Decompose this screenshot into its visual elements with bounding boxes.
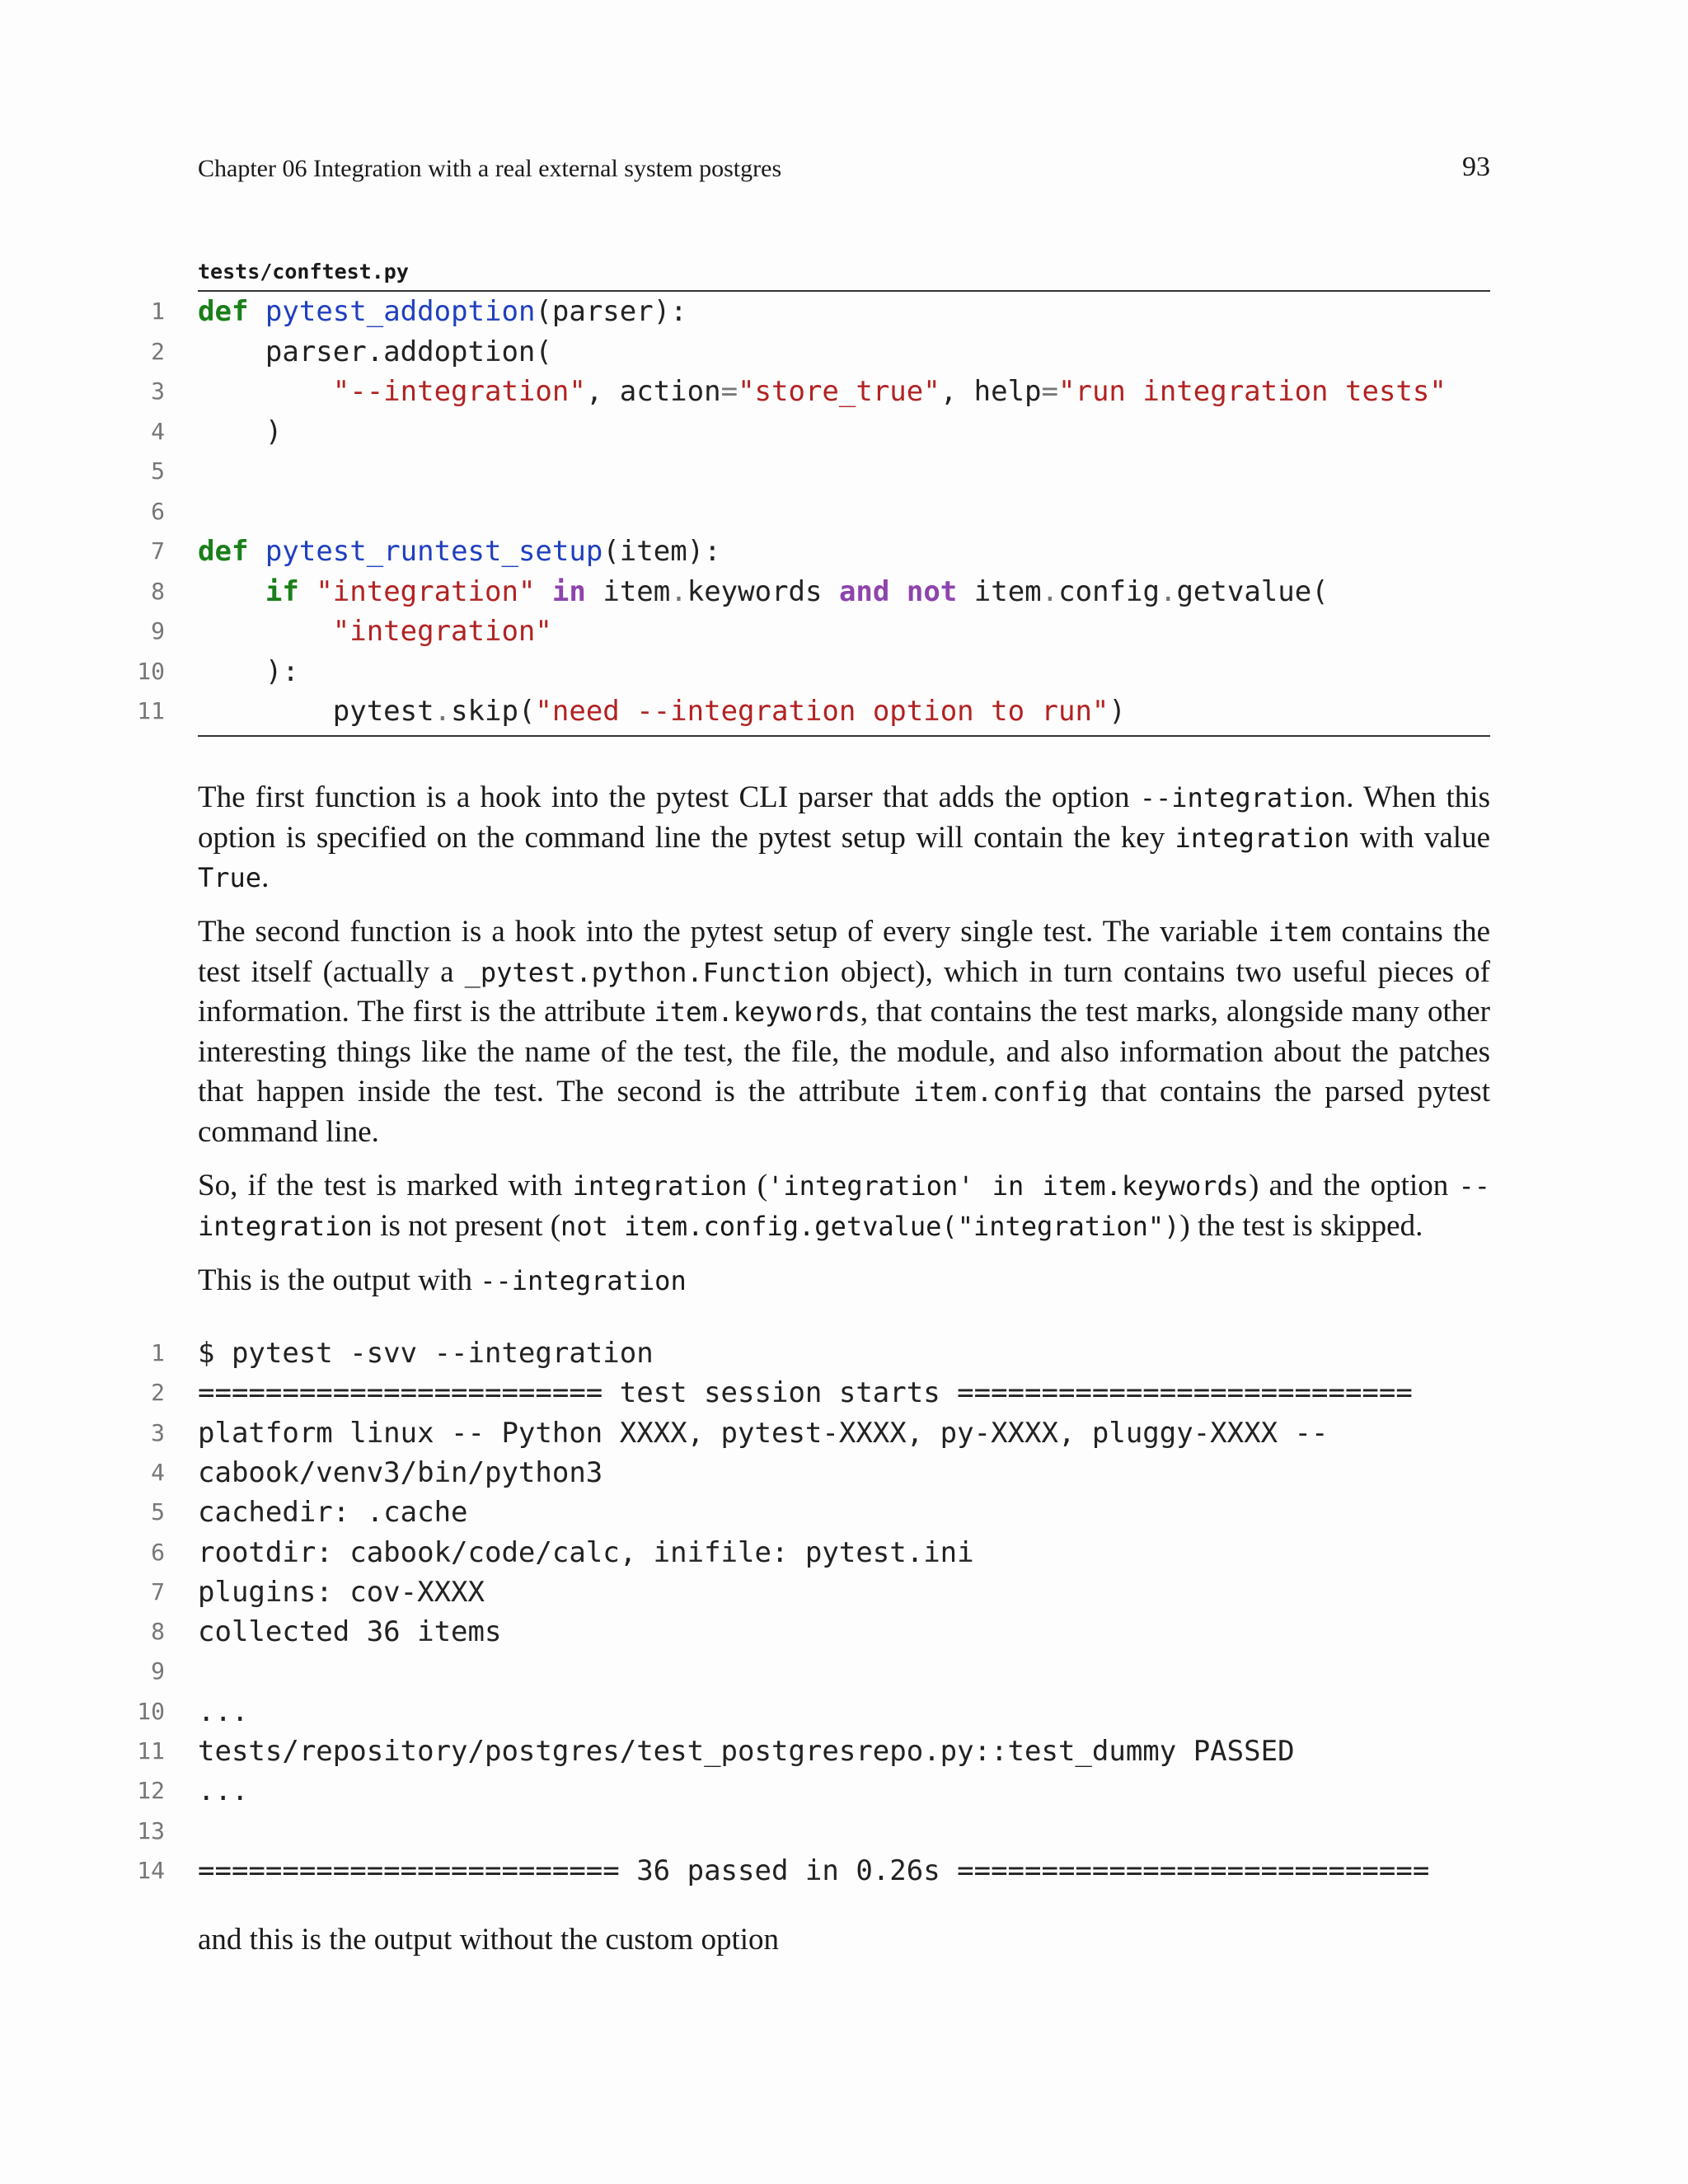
paragraph-first-function: The first function is a hook into the pytest CLI parser that adds the option --integration. When this option is specified on the command line the pytest setup will contain the key integration with value True. — [198, 780, 1490, 894]
closing-paragraph: and this is the output without the custom option — [198, 1923, 780, 1957]
code-text: def pytest_addoption(parser): — [198, 295, 687, 328]
line-number: 4 — [151, 417, 165, 445]
output-text: ========================= 36 passed in 0.26s ============================ — [198, 1854, 1430, 1887]
line-number: 6 — [151, 497, 165, 525]
page-number: 93 — [1462, 152, 1490, 182]
output-text: cabook/venv3/bin/python3 — [198, 1455, 603, 1489]
line-number: 7 — [151, 537, 165, 565]
output-text: rootdir: cabook/code/calc, inifile: pytest.ini — [198, 1535, 974, 1569]
line-number: 2 — [151, 1379, 165, 1407]
output-text: collected 36 items — [198, 1615, 502, 1649]
code-bottom-rule — [198, 735, 1490, 737]
line-number: 10 — [137, 657, 165, 685]
line-number: 10 — [137, 1697, 165, 1725]
code-text: "integration" — [332, 615, 552, 648]
inline-code: item — [1268, 916, 1332, 948]
line-number: 14 — [137, 1856, 165, 1884]
inline-code: item.config — [912, 1076, 1088, 1108]
code-text: pytest.skip("need --integration option to run") — [198, 695, 1126, 728]
line-number: 9 — [151, 617, 165, 644]
line-number: 8 — [151, 1618, 165, 1646]
output-text: ... — [198, 1694, 249, 1728]
output-text: plugins: cov-XXXX — [198, 1575, 485, 1609]
line-number: 8 — [151, 577, 165, 605]
line-number: 12 — [137, 1777, 165, 1805]
output-text: platform linux -- Python XXXX, pytest-XXXX, py-XXXX, pluggy-XXXX -- — [198, 1416, 1329, 1450]
chapter-title: Chapter 06 Integration with a real external system postgres — [198, 155, 782, 182]
output-text: ======================== test session starts =========================== — [198, 1376, 1413, 1410]
line-number: 13 — [137, 1816, 165, 1844]
inline-code: 'integration' in item.keywords — [767, 1170, 1250, 1202]
code-text: if "integration" in item.keywords and not item.config.getvalue( — [265, 574, 1329, 608]
page-header — [198, 152, 1490, 196]
inline-code: True — [198, 862, 262, 893]
paragraph-second-function: The second function is a hook into the pytest setup of every single test. The variable item contains the test itself (actually a _pytest.python.Function object), which in turn contains two useful pieces of information. The first is the attribute item.keywords, that contains the test marks, alongside many other interesting things like the name of the test, the file, the module, and also information about the patches that happen inside the test. The second is the attribute item.config that contains the parsed pytest command line. — [198, 915, 1490, 1149]
inline-code: not item.config.getvalue("integration") — [560, 1210, 1180, 1242]
output-text: tests/repository/postgres/test_postgresrepo.py::test_dummy PASSED — [198, 1735, 1295, 1768]
line-number: 7 — [151, 1577, 165, 1605]
inline-code: _pytest.python.Function — [464, 956, 830, 988]
line-number: 11 — [137, 1737, 165, 1765]
inline-code: integration — [572, 1170, 748, 1202]
line-number: 1 — [151, 1339, 165, 1366]
line-number: 3 — [151, 377, 165, 405]
paragraph-output-intro: This is the output with --integration — [198, 1263, 687, 1297]
code-text: parser.addoption( — [198, 335, 552, 368]
inline-code: integration — [1175, 822, 1350, 854]
inline-code: item.keywords — [654, 996, 860, 1028]
line-number: 4 — [151, 1458, 165, 1486]
line-number: 3 — [151, 1418, 165, 1446]
output-text: ... — [198, 1774, 249, 1808]
line-number: 6 — [151, 1538, 165, 1566]
line-number: 5 — [151, 1498, 165, 1526]
inline-code: --integration — [1139, 782, 1347, 813]
code-text: "--integration", action="store_true", help="run integration tests" — [332, 375, 1447, 408]
inline-code: --integration — [198, 1170, 1490, 1242]
code-text: def pytest_runtest_setup(item): — [198, 535, 721, 568]
line-number: 11 — [137, 697, 165, 724]
line-number: 9 — [151, 1657, 165, 1685]
line-number: 2 — [151, 337, 165, 365]
output-text: $ pytest -svv --integration — [198, 1337, 654, 1370]
output-text: cachedir: .cache — [198, 1496, 468, 1530]
code-text: ): — [198, 654, 299, 688]
code-text: ) — [198, 415, 283, 448]
code-filename: tests/conftest.py — [198, 260, 409, 284]
line-number: 1 — [151, 298, 165, 325]
paragraph-skip-condition: So, if the test is marked with integration ('integration' in item.keywords) and the option --integration is not present (not item.config.getvalue("integration")) the test is skipped. — [198, 1169, 1490, 1243]
line-number: 5 — [151, 457, 165, 485]
inline-code: --integration — [480, 1265, 687, 1296]
